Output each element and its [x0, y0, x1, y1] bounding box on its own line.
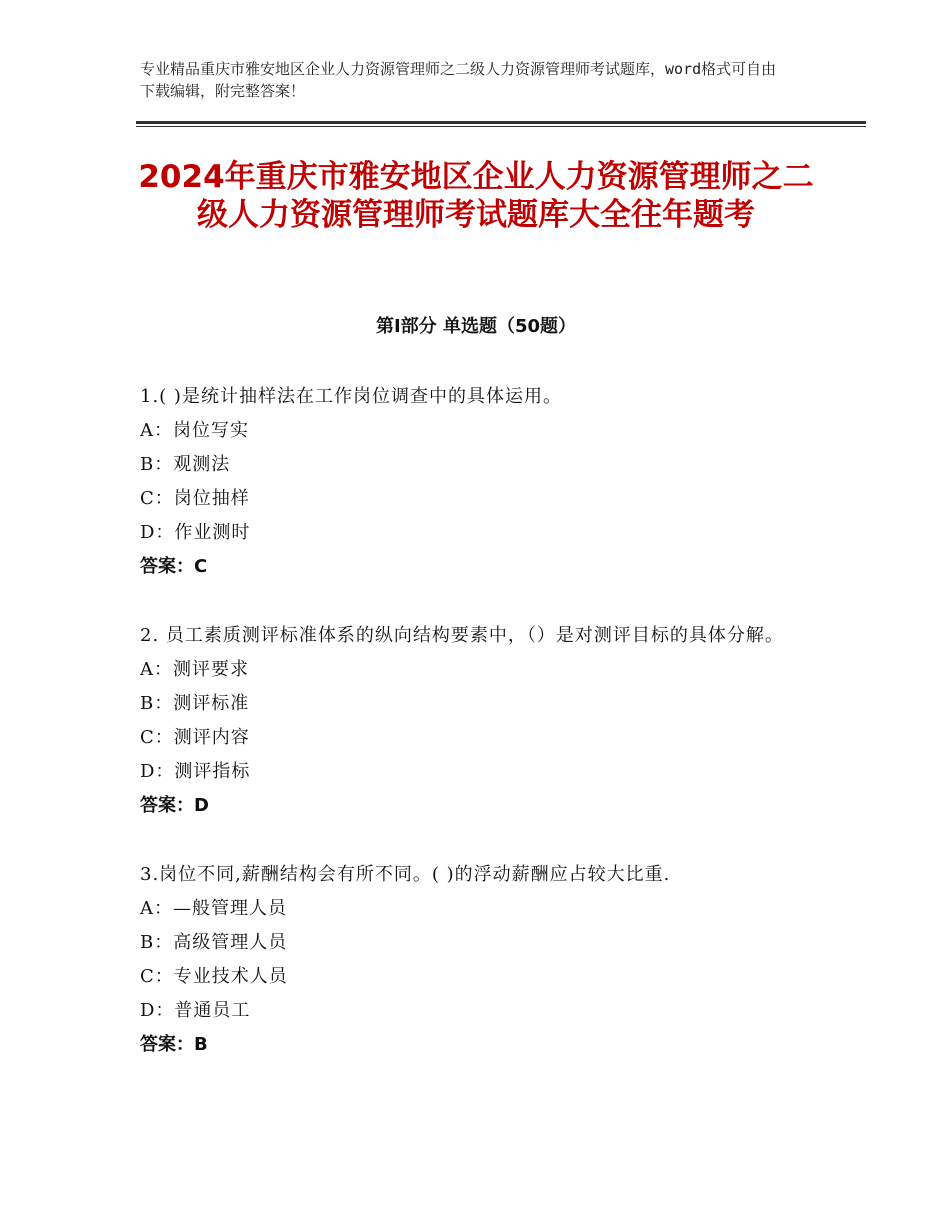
header-note: 专业精品重庆市雅安地区企业人力资源管理师之二级人力资源管理师考试题库，word格式可自由下载编辑，附完整答案！: [140, 60, 777, 100]
question-item: [140, 619, 820, 823]
question-stem: 1.( )是统计抽样法在工作岗位调查中的具体运用。: [140, 386, 562, 407]
question-item: [140, 380, 820, 584]
answer: 答案：B: [140, 1034, 208, 1055]
document-title: 2024年重庆市雅安地区企业人力资源管理师之二级人力资源管理师考试题库大全往年题考: [138, 159, 814, 233]
option-a: A：—般管理人员: [140, 898, 287, 919]
question-item: [140, 858, 820, 1062]
question-list: [140, 380, 820, 1097]
option-d: D：测评指标: [140, 761, 251, 782]
header-divider-thick: [136, 121, 866, 124]
option-d: D：作业测时: [140, 522, 251, 543]
option-c: C：岗位抽样: [140, 488, 250, 509]
question-stem: 3.岗位不同,薪酬结构会有所不同。( )的浮动薪酬应占较大比重.: [140, 864, 671, 885]
question-stem: 2. 员工素质测评标准体系的纵向结构要素中，（）是对测评目标的具体分解。: [140, 625, 784, 646]
option-b: B：高级管理人员: [140, 932, 288, 953]
option-d: D：普通员工: [140, 1000, 251, 1021]
answer: 答案：C: [140, 556, 208, 577]
section-heading: 第Ⅰ部分 单选题（50题）: [375, 316, 576, 337]
option-a: A：测评要求: [140, 659, 249, 680]
option-b: B：观测法: [140, 454, 231, 475]
option-b: B：测评标准: [140, 693, 250, 714]
option-c: C：测评内容: [140, 727, 250, 748]
option-c: C：专业技术人员: [140, 966, 288, 987]
option-a: A：岗位写实: [140, 420, 249, 441]
header-divider-thin: [136, 126, 866, 127]
answer: 答案：D: [140, 795, 209, 816]
